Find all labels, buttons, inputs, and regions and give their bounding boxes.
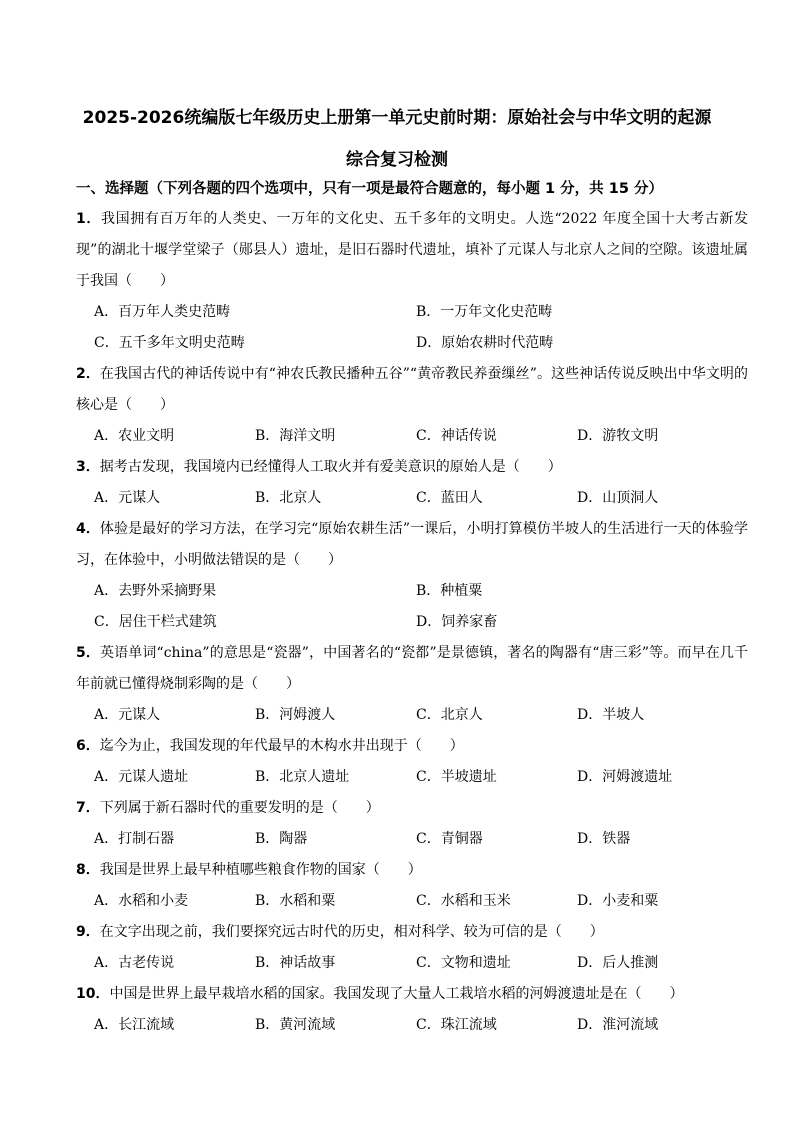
question-item (76, 452, 748, 514)
answer-option: D．铁器 (577, 831, 631, 847)
question-number: 8． (76, 862, 100, 878)
question-text: 迄今为止，我国发现的年代最早的木构水井出现于（ ） (99, 738, 464, 754)
question-text: 我国是世界上最早种植哪些粮食作物的国家（ ） (99, 862, 422, 878)
answer-option: C．珠江流域 (416, 1017, 497, 1033)
question-number: 7． (76, 800, 100, 816)
answer-option: B．北京人 (255, 490, 322, 506)
answer-option: B．海洋文明 (255, 428, 336, 444)
answer-option: D．河姆渡遗址 (577, 769, 673, 785)
question-item (76, 793, 748, 855)
question-number: 3． (76, 459, 100, 475)
question-item (76, 514, 748, 638)
answer-option: C．五千多年文明史范畴 (94, 335, 245, 351)
question-list (76, 204, 748, 1041)
answer-option: D．淮河流域 (577, 1017, 659, 1033)
question-text: 据考古发现，我国境内已经懂得人工取火并有爱美意识的原始人是（ ） (99, 459, 562, 475)
question-stem (76, 979, 748, 1010)
answer-option: A．元谋人 (94, 490, 161, 506)
answer-option: D．半坡人 (577, 707, 645, 723)
answer-options (76, 824, 748, 855)
question-number: 9． (76, 924, 100, 940)
answer-options (76, 576, 748, 638)
question-item (76, 204, 748, 359)
question-stem (76, 452, 748, 483)
answer-options (76, 1010, 748, 1041)
answer-option: A．农业文明 (94, 428, 175, 444)
question-text: 在我国古代的神话传说中有“神农氏教民播种五谷”“黄帝教民养蚕缫丝”。这些神话传说反映出中华文明的核心是（ ） (76, 366, 748, 413)
question-number: 4． (76, 521, 100, 537)
answer-option: D．原始农耕时代范畴 (416, 335, 554, 351)
question-item (76, 979, 748, 1041)
question-item (76, 359, 748, 452)
question-stem (76, 917, 748, 948)
question-number: 5． (76, 645, 101, 661)
answer-option: B．神话故事 (255, 955, 336, 971)
answer-option: A．去野外采摘野果 (94, 583, 217, 599)
question-item (76, 638, 748, 731)
question-number: 1． (76, 211, 101, 227)
question-stem (76, 855, 748, 886)
answer-options (76, 762, 748, 793)
answer-option: A．百万年人类史范畴 (94, 304, 231, 320)
question-text: 我国拥有百万年的人类史、一万年的文化史、五千多年的文明史。人选“2022 年度全国十大考古新发现”的湖北十堰学堂梁子（郧县人）遗址，是旧石器时代遗址，填补了元谋人与北京人之间的空隙。该遗址属于我国（ ） (76, 211, 748, 289)
answer-option: B．水稻和粟 (255, 893, 336, 909)
answer-options (76, 297, 748, 359)
question-item (76, 731, 748, 793)
question-text: 中国是世界上最早栽培水稻的国家。我国发现了大量人工栽培水稻的河姆渡遗址是在（ ） (109, 986, 684, 1002)
question-stem (76, 731, 748, 762)
question-item (76, 855, 748, 917)
answer-option: A．长江流域 (94, 1017, 175, 1033)
answer-options (76, 700, 748, 731)
answer-options (76, 886, 748, 917)
answer-option: C．蓝田人 (416, 490, 483, 506)
answer-options (76, 948, 748, 979)
answer-option: D．饲养家畜 (416, 614, 498, 630)
question-text: 下列属于新石器时代的重要发明的是（ ） (99, 800, 380, 816)
question-number: 2． (76, 366, 100, 382)
answer-option: D．后人推测 (577, 955, 659, 971)
answer-option: B．种植粟 (416, 583, 483, 599)
answer-option: A．打制石器 (94, 831, 175, 847)
answer-option: B．一万年文化史范畴 (416, 304, 553, 320)
answer-option: C．文物和遗址 (416, 955, 511, 971)
answer-option: B．北京人遗址 (255, 769, 350, 785)
question-number: 10． (76, 986, 110, 1002)
answer-option: A．古老传说 (94, 955, 175, 971)
question-stem (76, 514, 748, 576)
answer-option: A．水稻和小麦 (94, 893, 189, 909)
section-heading: 一、选择题（下列各题的四个选项中，只有一项是最符合题意的，每小题 1 分，共 15 分） (76, 181, 663, 197)
question-text: 体验是最好的学习方法，在学习完“原始农耕生活”一课后，小明打算模仿半坡人的生活进行一天的体验学习，在体验中，小明做法错误的是（ ） (76, 521, 748, 568)
question-text: 在文字出现之前，我们要探究远古时代的历史，相对科学、较为可信的是（ ） (99, 924, 604, 940)
answer-option: C．神话传说 (416, 428, 497, 444)
answer-option: D．山顶洞人 (577, 490, 659, 506)
answer-option: A．元谋人遗址 (94, 769, 189, 785)
answer-option: C．水稻和玉米 (416, 893, 511, 909)
answer-option: C．青铜器 (416, 831, 483, 847)
answer-option: C．北京人 (416, 707, 483, 723)
answer-option: B．陶器 (255, 831, 308, 847)
answer-options (76, 483, 748, 514)
answer-option: B．河姆渡人 (255, 707, 336, 723)
answer-option: C．居住干栏式建筑 (94, 614, 217, 630)
exam-title-line-2: 综合复习检测 (346, 150, 448, 170)
answer-option: D．小麦和粟 (577, 893, 659, 909)
question-text: 英语单词“china”的意思是“瓷器”，中国著名的“瓷都”是景德镇，著名的陶器有“唐三彩”等。而早在几千年前就已懂得烧制彩陶的是（ ） (76, 645, 748, 692)
question-number: 6． (76, 738, 100, 754)
answer-option: D．游牧文明 (577, 428, 659, 444)
answer-options (76, 421, 748, 452)
exam-title-line-1: 2025-2026统编版七年级历史上册第一单元史前时期：原始社会与中华文明的起源 (82, 108, 712, 128)
question-stem (76, 638, 748, 700)
answer-option: B．黄河流域 (255, 1017, 336, 1033)
question-stem (76, 793, 748, 824)
question-stem (76, 359, 748, 421)
answer-option: A．元谋人 (94, 707, 161, 723)
question-item (76, 917, 748, 979)
question-stem (76, 204, 748, 297)
answer-option: C．半坡遗址 (416, 769, 497, 785)
